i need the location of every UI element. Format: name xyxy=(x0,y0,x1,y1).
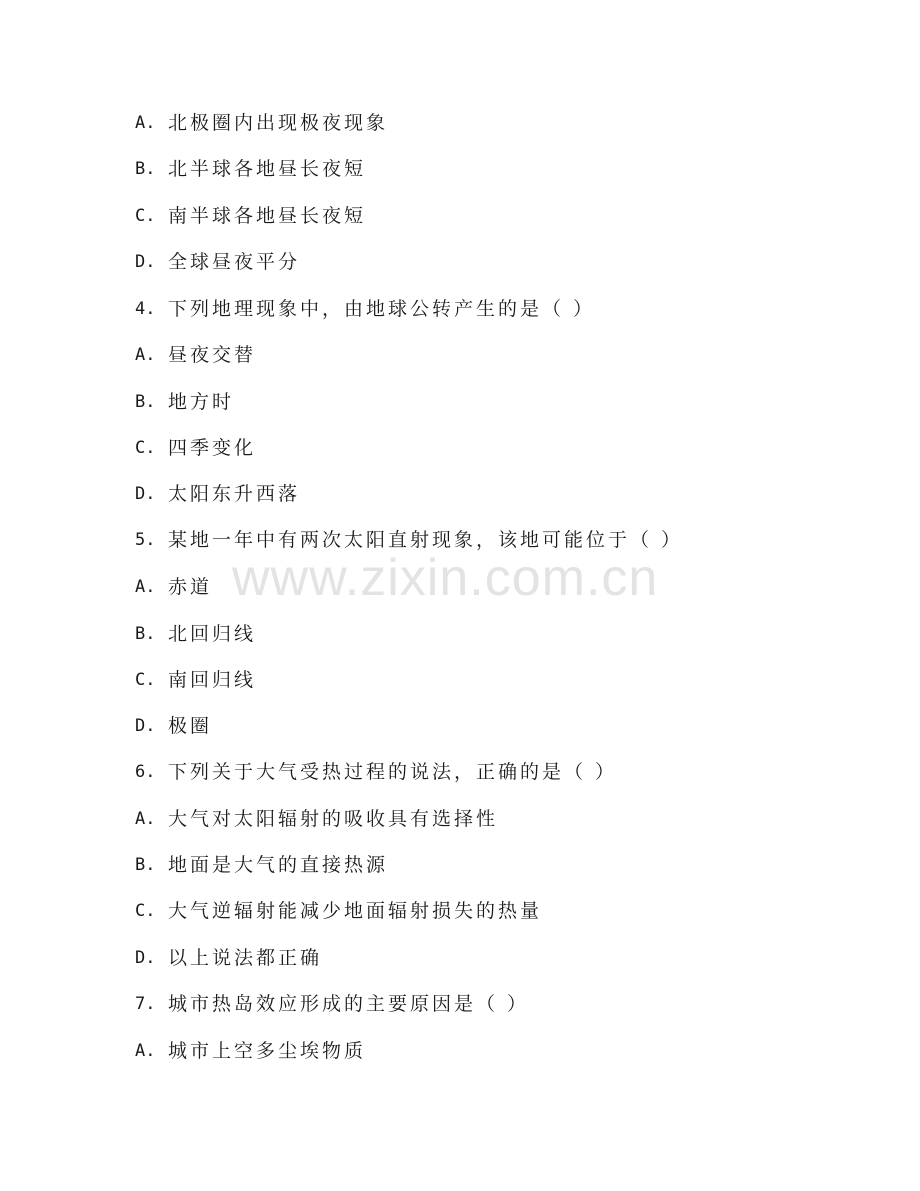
question-text: 下列地理现象中，由地球公转产生的是（ ） xyxy=(168,298,596,320)
option-label: A. xyxy=(135,113,156,133)
option-label: C. xyxy=(135,438,156,458)
watermark: www.zixin.com.cn xyxy=(232,549,659,607)
option-line xyxy=(135,154,366,184)
option-label: C. xyxy=(135,901,156,921)
option-text: 北极圈内出现极夜现象 xyxy=(168,112,389,134)
option-line xyxy=(135,387,234,417)
option-text: 以上说法都正确 xyxy=(168,947,323,969)
option-text: 南半球各地昼长夜短 xyxy=(168,205,367,227)
option-text: 大气逆辐射能减少地面辐射损失的热量 xyxy=(168,900,543,922)
option-text: 南回归线 xyxy=(168,669,257,691)
option-text: 城市上空多尘埃物质 xyxy=(168,1040,367,1062)
option-label: A. xyxy=(135,809,156,829)
option-text: 昼夜交替 xyxy=(168,344,257,366)
option-line xyxy=(135,850,388,880)
option-line xyxy=(135,804,498,834)
question-line xyxy=(135,525,683,555)
option-text: 太阳东升西落 xyxy=(168,483,301,505)
option-line xyxy=(135,1036,366,1066)
option-text: 地方时 xyxy=(168,391,235,413)
question-number: 4. xyxy=(135,299,156,319)
option-text: 地面是大气的直接热源 xyxy=(168,854,389,876)
option-text: 赤道 xyxy=(168,576,213,598)
option-label: B. xyxy=(135,855,156,875)
option-label: B. xyxy=(135,159,156,179)
option-line xyxy=(135,711,212,741)
question-text: 下列关于大气受热过程的说法，正确的是（ ） xyxy=(168,761,618,783)
option-label: A. xyxy=(135,1041,156,1061)
option-label: D. xyxy=(135,252,156,272)
option-line xyxy=(135,943,322,973)
question-line xyxy=(135,294,595,324)
question-number: 7. xyxy=(135,994,156,1014)
question-line xyxy=(135,757,617,787)
option-label: A. xyxy=(135,577,156,597)
option-label: B. xyxy=(135,624,156,644)
option-label: D. xyxy=(135,484,156,504)
question-line xyxy=(135,989,529,1019)
option-line xyxy=(135,247,300,277)
option-label: C. xyxy=(135,206,156,226)
option-text: 大气对太阳辐射的吸收具有选择性 xyxy=(168,808,499,830)
option-line xyxy=(135,572,212,602)
option-label: D. xyxy=(135,716,156,736)
question-text: 某地一年中有两次太阳直射现象，该地可能位于（ ） xyxy=(168,529,684,551)
option-label: C. xyxy=(135,670,156,690)
option-line xyxy=(135,479,300,509)
option-text: 极圈 xyxy=(168,715,213,737)
option-line xyxy=(135,665,256,695)
option-label: A. xyxy=(135,345,156,365)
option-line xyxy=(135,619,256,649)
question-number: 6. xyxy=(135,762,156,782)
question-text: 城市热岛效应形成的主要原因是（ ） xyxy=(168,993,530,1015)
option-label: B. xyxy=(135,392,156,412)
option-text: 全球昼夜平分 xyxy=(168,251,301,273)
option-line xyxy=(135,108,388,138)
option-line xyxy=(135,201,366,231)
option-text: 北回归线 xyxy=(168,623,257,645)
option-line xyxy=(135,433,256,463)
option-line xyxy=(135,896,542,926)
option-text: 北半球各地昼长夜短 xyxy=(168,158,367,180)
option-line xyxy=(135,340,256,370)
option-text: 四季变化 xyxy=(168,437,257,459)
question-number: 5. xyxy=(135,530,156,550)
option-label: D. xyxy=(135,948,156,968)
